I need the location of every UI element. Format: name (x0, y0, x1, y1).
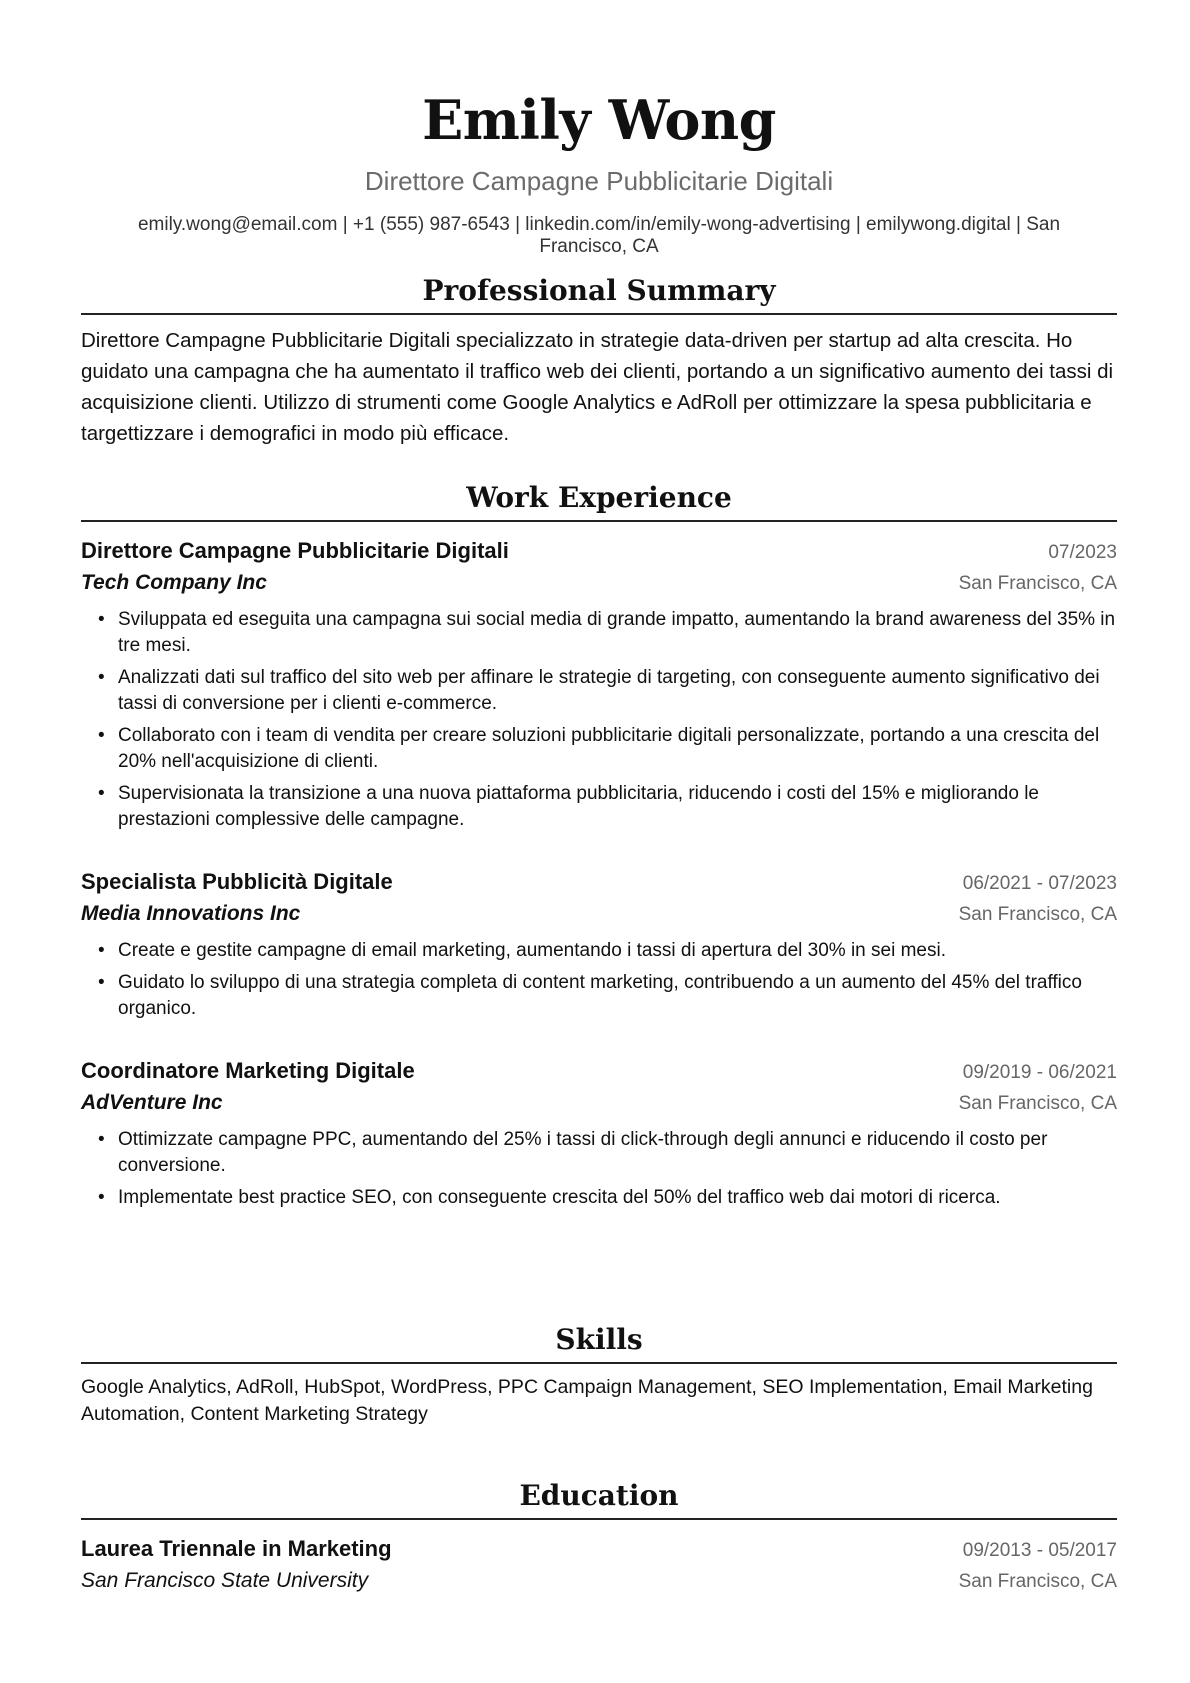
education-location: San Francisco, CA (958, 1571, 1117, 1592)
summary-heading: Professional Summary (81, 273, 1117, 315)
job-bullet: • Implementate best practice SEO, con conseguente crescita del 50% del traffico web dai motori di ricerca. (118, 1185, 1117, 1211)
education-heading: Education (81, 1478, 1117, 1520)
experience-heading: Work Experience (81, 480, 1117, 522)
job-bullets (81, 938, 1117, 1022)
experience-section (81, 480, 1117, 1217)
job-location: San Francisco, CA (958, 573, 1117, 594)
job-bullet: • Guidato lo sviluppo di una strategia completa di content marketing, contribuendo a un aumento del 45% del traffico organico. (118, 970, 1117, 1022)
job-entry (81, 867, 1117, 1022)
education-entry (81, 1534, 1117, 1597)
job-bullet: • Supervisionata la transizione a una nuova piattaforma pubblicitaria, riducendo i costi del 15% e migliorando le prestazioni complessive delle campagne. (118, 781, 1117, 833)
job-company: AdVenture Inc (81, 1091, 223, 1114)
education-dates: 09/2013 - 05/2017 (962, 1540, 1117, 1561)
job-dates: 06/2021 - 07/2023 (962, 873, 1117, 894)
job-location: San Francisco, CA (958, 904, 1117, 925)
job-title: Specialista Pubblicità Digitale (81, 869, 393, 894)
job-title: Coordinatore Marketing Digitale (81, 1058, 415, 1083)
job-company: Tech Company Inc (81, 571, 267, 594)
job-entry (81, 1056, 1117, 1211)
summary-section (81, 273, 1117, 449)
degree-title: Laurea Triennale in Marketing (81, 1536, 392, 1561)
candidate-title: Direttore Campagne Pubblicitarie Digitali (364, 166, 834, 196)
job-bullets (81, 607, 1117, 833)
resume-page (81, 0, 1117, 1592)
job-company: Media Innovations Inc (81, 902, 301, 925)
skills-section (81, 1322, 1117, 1428)
job-entry (81, 536, 1117, 833)
job-bullet: • Sviluppata ed eseguita una campagna sui social media di grande impatto, aumentando la brand awareness del 35% in tre mesi. (118, 607, 1117, 659)
job-bullet: • Analizzati dati sul traffico del sito web per affinare le strategie di targeting, con conseguente aumento significativo dei tassi di conversione per i clienti e-commerce. (118, 665, 1117, 717)
job-bullet: • Collaborato con i team di vendita per creare soluzioni pubblicitarie digitali personalizzate, portando a una crescita del 20% nell'acquisizione di clienti. (118, 723, 1117, 775)
job-title: Direttore Campagne Pubblicitarie Digitali (81, 538, 509, 563)
job-bullet: • Ottimizzate campagne PPC, aumentando del 25% i tassi di click-through degli annunci e riducendo il costo per conversione. (118, 1127, 1117, 1179)
job-location: San Francisco, CA (958, 1093, 1117, 1114)
job-bullets (81, 1127, 1117, 1211)
education-section (81, 1478, 1117, 1597)
candidate-name: Emily Wong (422, 88, 776, 152)
summary-text: Direttore Campagne Pubblicitarie Digitali specializzato in strategie data-driven per startup ad alta crescita. Ho guidato una campagna che ha aumentato il traffico web dei clienti, portando a un significativo aumento dei tassi di acquisizione clienti. Utilizzo di strumenti come Google Analytics e AdRoll per ottimizzare la spesa pubblicitaria e targettizzare i demografici in modo più efficace. (81, 329, 1114, 445)
skills-heading: Skills (81, 1322, 1117, 1364)
job-bullet: • Create e gestite campagne di email marketing, aumentando i tassi di apertura del 30% in sei mesi. (118, 938, 1117, 964)
resume-header (81, 0, 1117, 258)
school-name: San Francisco State University (81, 1569, 369, 1592)
job-dates: 07/2023 (1048, 542, 1117, 563)
contact-line: emily.wong@email.com | +1 (555) 987-6543 | linkedin.com/in/emily-wong-advertising | emilywong.digital | San Francisco, CA (137, 214, 1061, 257)
job-dates: 09/2019 - 06/2021 (962, 1062, 1117, 1083)
skills-text: Google Analytics, AdRoll, HubSpot, WordPress, PPC Campaign Management, SEO Implementation, Email Marketing Automation, Content Marketing Strategy (81, 1376, 1093, 1425)
